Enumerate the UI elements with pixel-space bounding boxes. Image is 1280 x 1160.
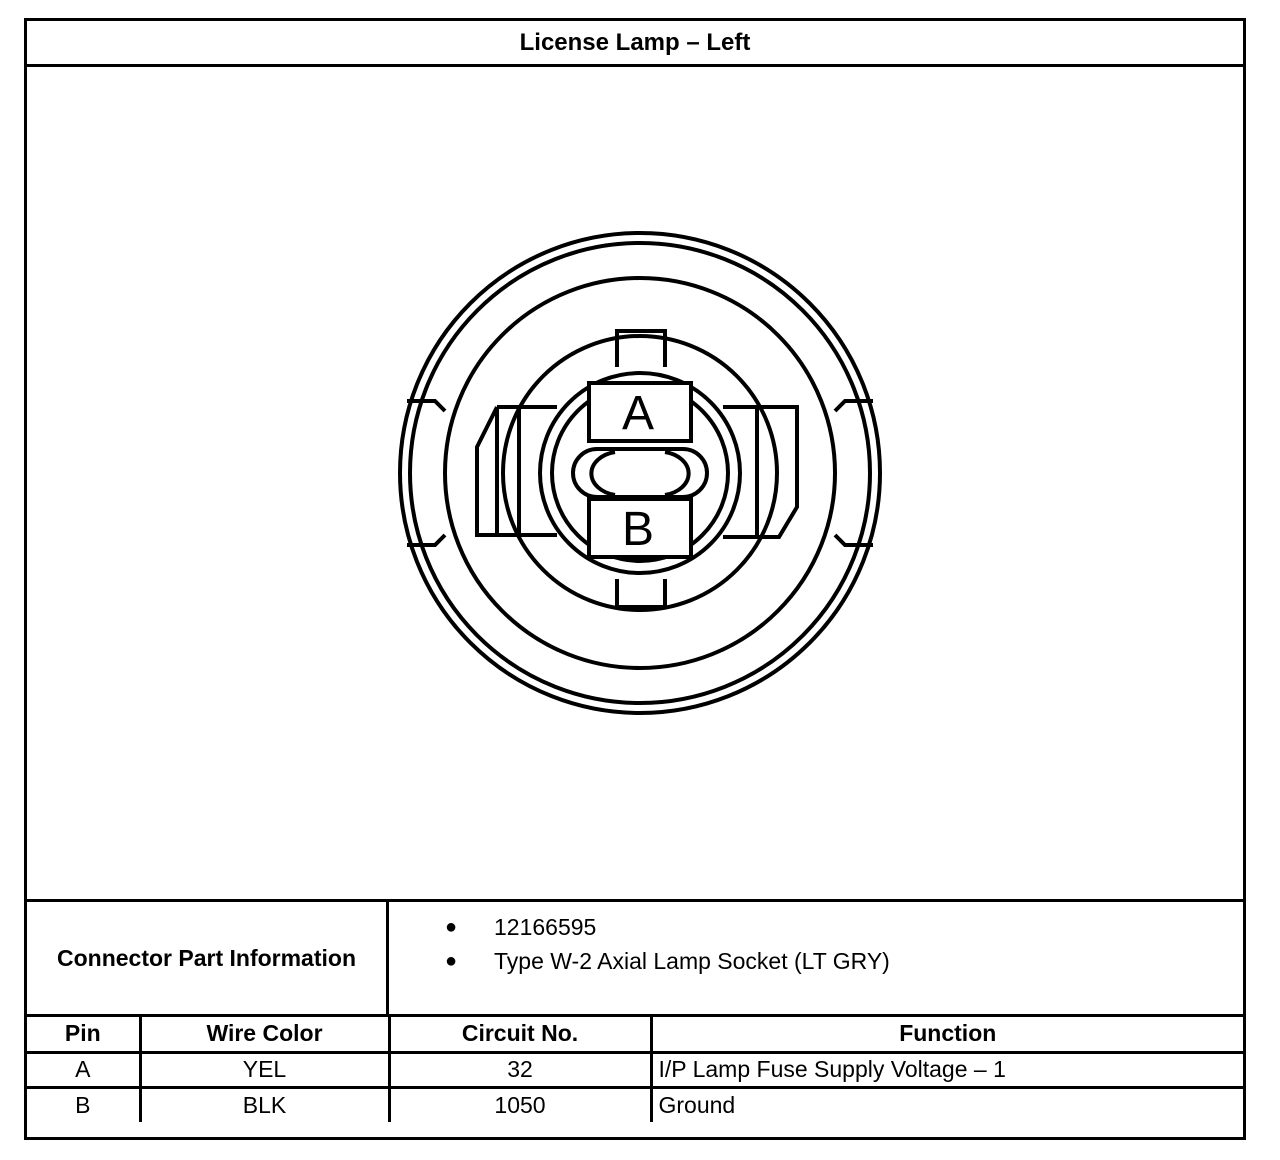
- connector-drawing: [27, 67, 1243, 899]
- part-info-list: [389, 902, 1243, 1022]
- header-circuit-no: Circuit No.: [389, 1017, 651, 1052]
- ring-notch-lower-left: [407, 535, 445, 545]
- socket-type: Type W-2 Axial Lamp Socket (LT GRY): [494, 948, 890, 974]
- connector-face-svg: [27, 67, 1243, 899]
- part-info-item: [389, 910, 1243, 944]
- wire-color-cell: BLK: [140, 1087, 389, 1122]
- pin-table-header: [27, 1017, 1243, 1052]
- header-function: Function: [651, 1017, 1243, 1052]
- outer-ring: [400, 233, 880, 713]
- cavity-label-a: A: [621, 387, 655, 440]
- header-wire-color: Wire Color: [140, 1017, 389, 1052]
- center-slot: [591, 452, 688, 495]
- table-row: [27, 1087, 1243, 1122]
- page-title: License Lamp – Left: [27, 21, 1243, 67]
- ring-notch-lower-right: [835, 535, 873, 545]
- bottom-key: [617, 579, 665, 607]
- outer-ring: [27, 67, 416, 470]
- table-row: [27, 1052, 1243, 1087]
- connector-sheet: [24, 18, 1246, 1140]
- function-cell: Ground: [651, 1087, 1243, 1122]
- pin-cell: A: [27, 1052, 140, 1087]
- connector-part-info: [27, 899, 1243, 1017]
- right-wing: [723, 407, 797, 537]
- circuit-cell: 1050: [389, 1087, 651, 1122]
- header-pin: Pin: [27, 1017, 140, 1052]
- function-cell: I/P Lamp Fuse Supply Voltage – 1: [651, 1052, 1243, 1087]
- part-info-label: Connector Part Information: [27, 902, 389, 1014]
- ring-notch-upper-right: [835, 401, 873, 411]
- cavity-label-b: B: [621, 503, 655, 556]
- pin-cell: B: [27, 1087, 140, 1122]
- wire-color-cell: YEL: [140, 1052, 389, 1087]
- bullet-icon: ●: [445, 916, 458, 938]
- ring-notch-upper-left: [407, 401, 445, 411]
- left-wing: [477, 407, 557, 535]
- bullet-icon: ●: [445, 950, 458, 972]
- part-info-item: [389, 944, 1243, 978]
- part-number: 12166595: [494, 914, 597, 940]
- circuit-cell: 32: [389, 1052, 651, 1087]
- housing-ring: [503, 336, 777, 610]
- pin-table: [27, 1017, 1243, 1122]
